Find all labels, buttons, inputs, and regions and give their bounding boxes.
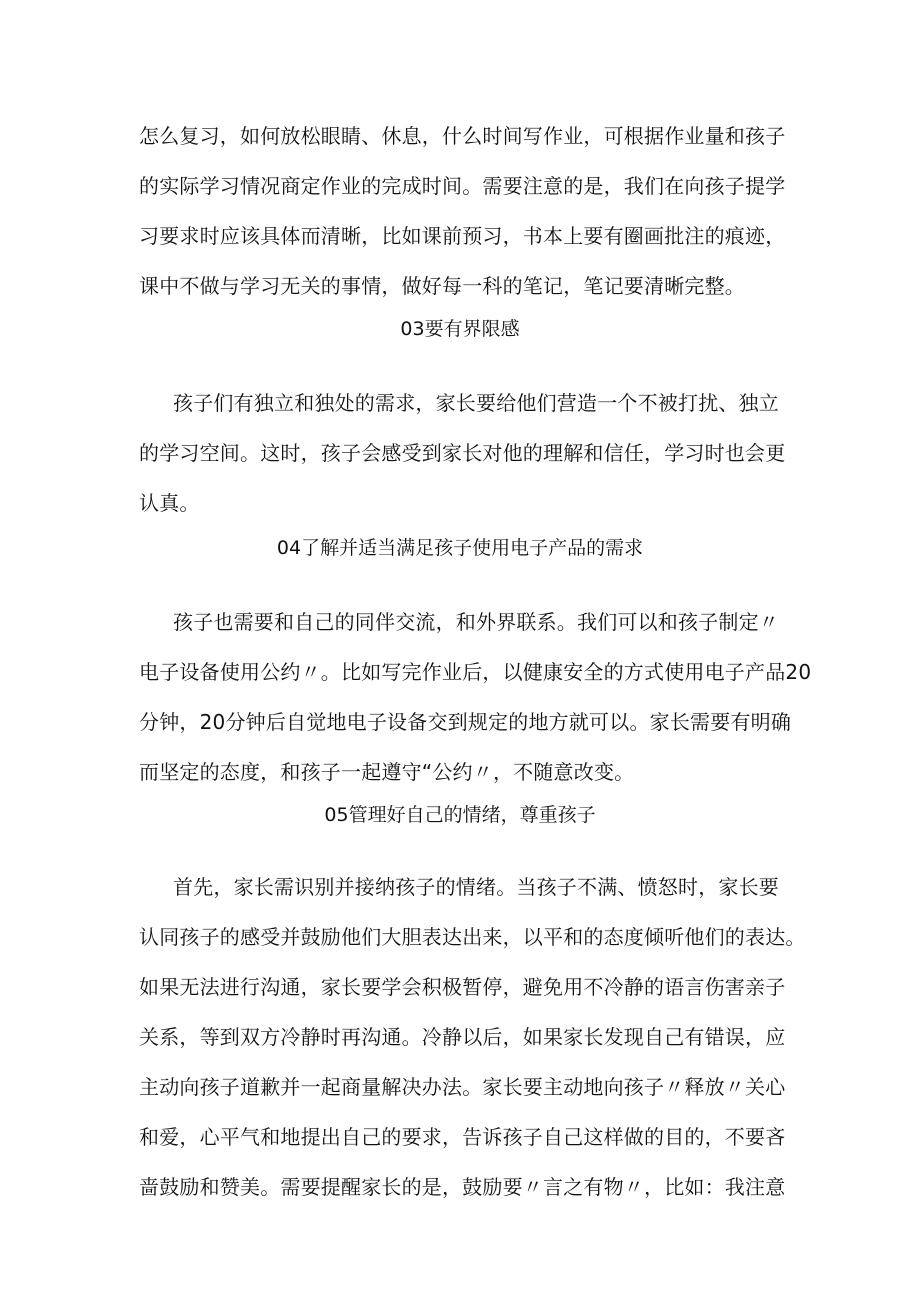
paragraph-line: 关系，等到双方冷静时再沟通。冷静以后，如果家长发现自己有错误，应 xyxy=(139,1025,786,1049)
paragraph-line: 如果无法进行沟通，家长要学会积极暂停，避免用不冷静的语言伤害亲子 xyxy=(139,975,786,999)
paragraph-line: 主动向孩子道歉并一起商量解决办法。家长要主动地向孩子〃释放〃关心 xyxy=(139,1075,786,1099)
paragraph-line: 认同孩子的感受并鼓励他们大胆表达出来，以平和的态度倾听他们的表达。 xyxy=(139,925,806,949)
paragraph-line: 孩子们有独立和独处的需求，家长要给他们营造一个不被打扰、独立 xyxy=(173,391,779,415)
paragraph-line: 电子设备使用公约〃。比如写完作业后，以健康安全的方式使用电子产品20 xyxy=(139,660,812,684)
paragraph-line: 孩子也需要和自己的同伴交流，和外界联系。我们可以和孩子制定〃 xyxy=(173,610,779,634)
paragraph-line: 和爱，心平气和地提出自己的要求，告诉孩子自己这样做的目的，不要吝 xyxy=(139,1125,786,1149)
paragraph-line: 而坚定的态度，和孩子一起遵守“公约〃，不随意改变。 xyxy=(139,760,635,784)
paragraph-line: 的实际学习情况商定作业的完成时间。需要注意的是，我们在向孩子提学 xyxy=(139,174,786,198)
paragraph-line: 习要求时应该具体而清晰，比如课前预习，书本上要有圈画批注的痕迹， xyxy=(139,224,786,248)
paragraph-line: 课中不做与学习无关的事情，做好每一科的笔记，笔记要清晰完整。 xyxy=(139,274,745,298)
paragraph-boundaries xyxy=(139,378,799,528)
section-heading-05: 05管理好自己的情绪，尊重孩子 xyxy=(324,804,596,826)
paragraph-line: 的学习空间。这时，孩子会感受到家长对他的理解和信任，学习时也会更 xyxy=(139,441,786,465)
paragraph-electronic-devices xyxy=(139,597,812,797)
paragraph-emotions xyxy=(139,862,806,1212)
paragraph-line: 分钟，20分钟后自觉地电子设备交到规定的地方就可以。家长需要有明确 xyxy=(139,710,792,734)
paragraph-line: 怎么复习，如何放松眼睛、休息，什么时间写作业，可根据作业量和孩子 xyxy=(139,124,786,148)
paragraph-study-plan xyxy=(139,111,799,311)
section-heading-04: 04了解并适当满足孩子使用电子产品的需求 xyxy=(276,537,644,559)
paragraph-line: 认真。 xyxy=(139,491,200,515)
section-heading-03: 03要有界限感 xyxy=(400,318,520,340)
paragraph-line: 首先，家长需识别并接纳孩子的情绪。当孩子不满、愤怒时，家长要 xyxy=(173,875,779,899)
paragraph-line: 啬鼓励和赞美。需要提醒家长的是，鼓励要〃言之有物〃，比如：我注意 xyxy=(139,1175,786,1199)
